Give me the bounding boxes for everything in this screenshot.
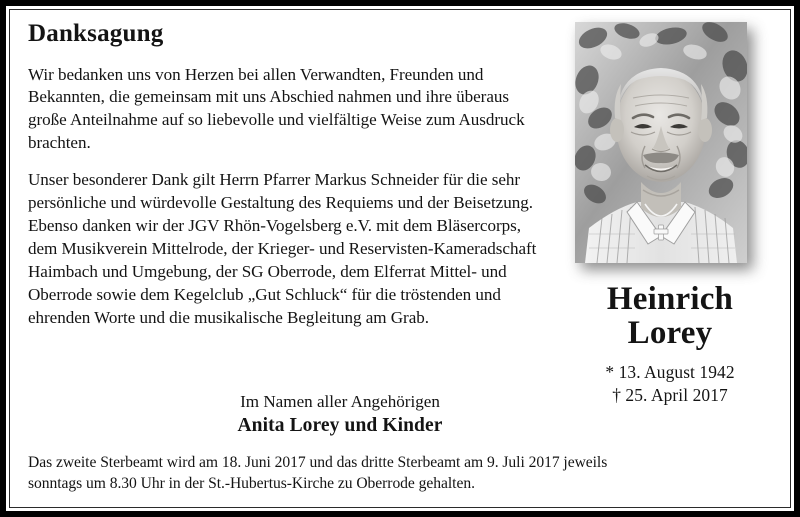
life-dates (550, 361, 790, 407)
thank-you-text-column (28, 20, 538, 330)
notice-content (10, 10, 790, 507)
service-announcement-line-1: Das zweite Sterbeamt wird am 18. Juni 2017 und das dritte Sterbeamt am 9. Juli 2017 jeweils (28, 454, 608, 471)
family-names-text: Anita Lorey und Kinder (237, 414, 443, 436)
service-announcement (28, 453, 780, 494)
portrait-photo-frame (575, 22, 747, 263)
service-announcement-line-2: sonntags um 8.30 Uhr in der St.-Hubertus-Kirche zu Oberrode gehalten. (28, 474, 475, 492)
thanks-paragraph-1: Wir bedanken uns von Herzen bei allen Verwandten, Freunden und Bekannten, die gemeinsam mit uns Abschied nahmen und ihre überaus große Anteilnahme auf so liebevolle und vielfältige Weise zum Ausdruck brachten. (28, 64, 525, 153)
thanks-paragraph-2: Unser besonderer Dank gilt Herrn Pfarrer Markus Schneider für die sehr persönliche und würdevolle Gestaltung des Requiems und der Beisetzung. Ebenso danken wir der JGV Rhön-Vogelsberg e.V. mit dem Bläsercorps, dem Musikverein Mittelrode, der Krieger- und Reservisten-Kameradschaft Haimbach und Umgebung, der SG Oberrode, dem Elferrat Mittel- und Oberrode sowie dem Kegelclub „Gut Schluck“ für die tröstenden und ehrenden Worte und die musikalische Begleitung am Grab. (28, 170, 537, 328)
portrait-column (550, 10, 790, 430)
family-attribution (130, 391, 550, 438)
family-intro-text: Im Namen aller Angehörigen (240, 392, 440, 411)
deceased-last-name: Lorey (627, 315, 713, 352)
deceased-name-block (550, 282, 790, 407)
death-date: † 25. April 2017 (612, 384, 728, 405)
birth-date: * 13. August 1942 (605, 361, 735, 382)
page-title: Danksagung (28, 20, 164, 47)
portrait-photo (575, 22, 747, 263)
deceased-first-name: Heinrich (606, 281, 734, 317)
